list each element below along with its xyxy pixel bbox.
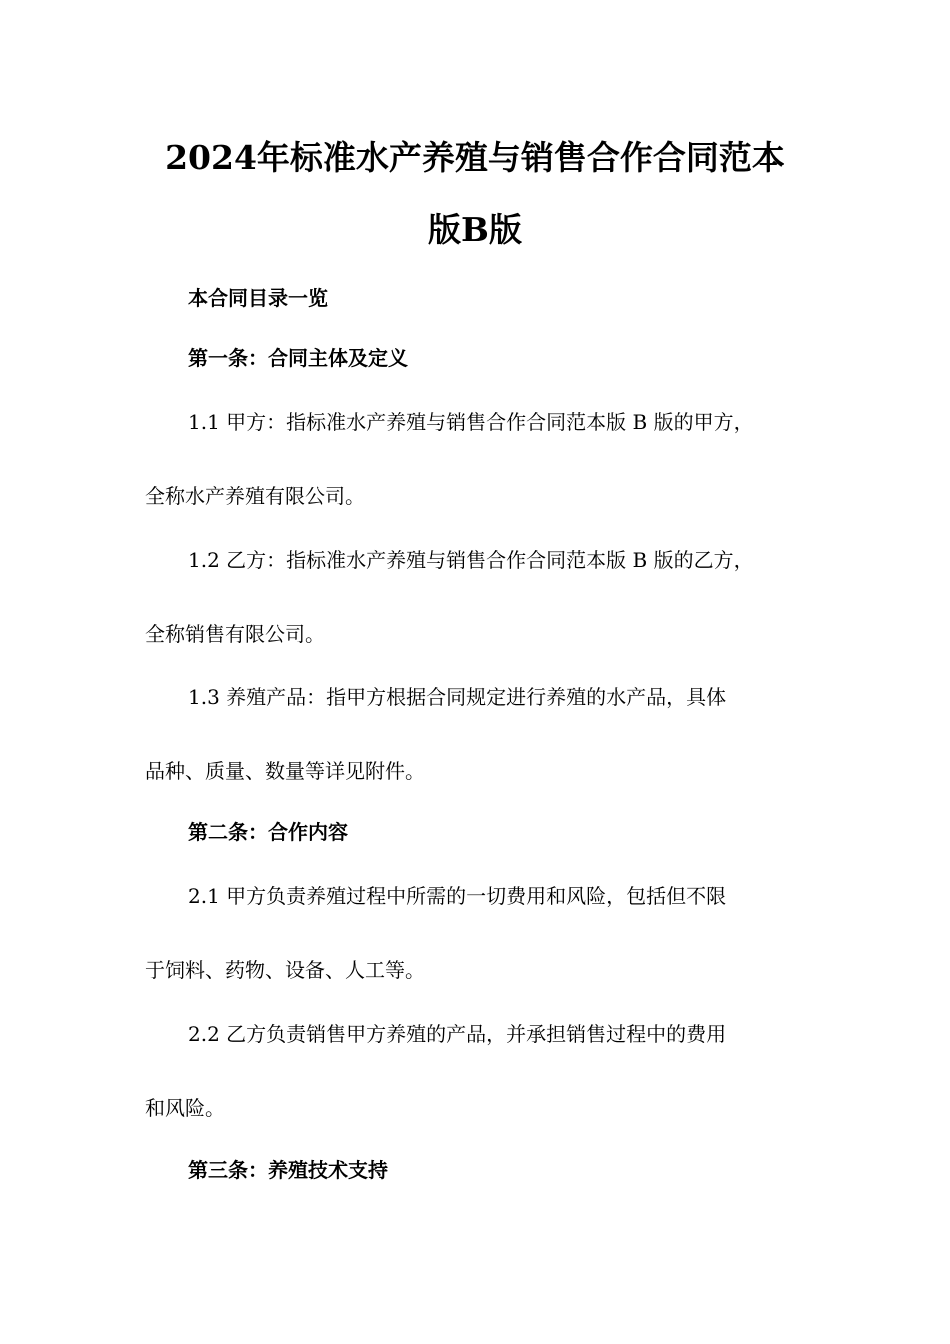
article-2-heading: 第二条：合作内容 [188,820,348,844]
toc-heading: 本合同目录一览 [188,286,328,310]
clause-1-3-line-1: 1.3 养殖产品：指甲方根据合同规定进行养殖的水产品，具体 [188,685,727,709]
clause-1-3-line-2: 品种、质量、数量等详见附件。 [145,759,425,783]
clause-1-2-line-2: 全称销售有限公司。 [145,622,325,646]
clause-1-2-line-1: 1.2 乙方：指标准水产养殖与销售合作合同范本版 B 版的乙方， [188,548,754,572]
article-3-heading: 第三条：养殖技术支持 [188,1158,388,1182]
article-1-heading: 第一条：合同主体及定义 [188,346,408,370]
clause-2-2-line-1: 2.2 乙方负责销售甲方养殖的产品，并承担销售过程中的费用 [188,1022,727,1046]
clause-1-1-line-2: 全称水产养殖有限公司。 [145,484,365,508]
clause-2-1-line-1: 2.1 甲方负责养殖过程中所需的一切费用和风险，包括但不限 [188,884,727,908]
clause-2-2-line-2: 和风险。 [145,1096,225,1120]
document-title-line-1: 2024年标准水产养殖与销售合作合同范本 [165,138,785,177]
document-title-line-2: 版B版 [428,210,522,249]
clause-1-1-line-1: 1.1 甲方：指标准水产养殖与销售合作合同范本版 B 版的甲方， [188,410,754,434]
clause-2-1-line-2: 于饲料、药物、设备、人工等。 [145,958,425,982]
